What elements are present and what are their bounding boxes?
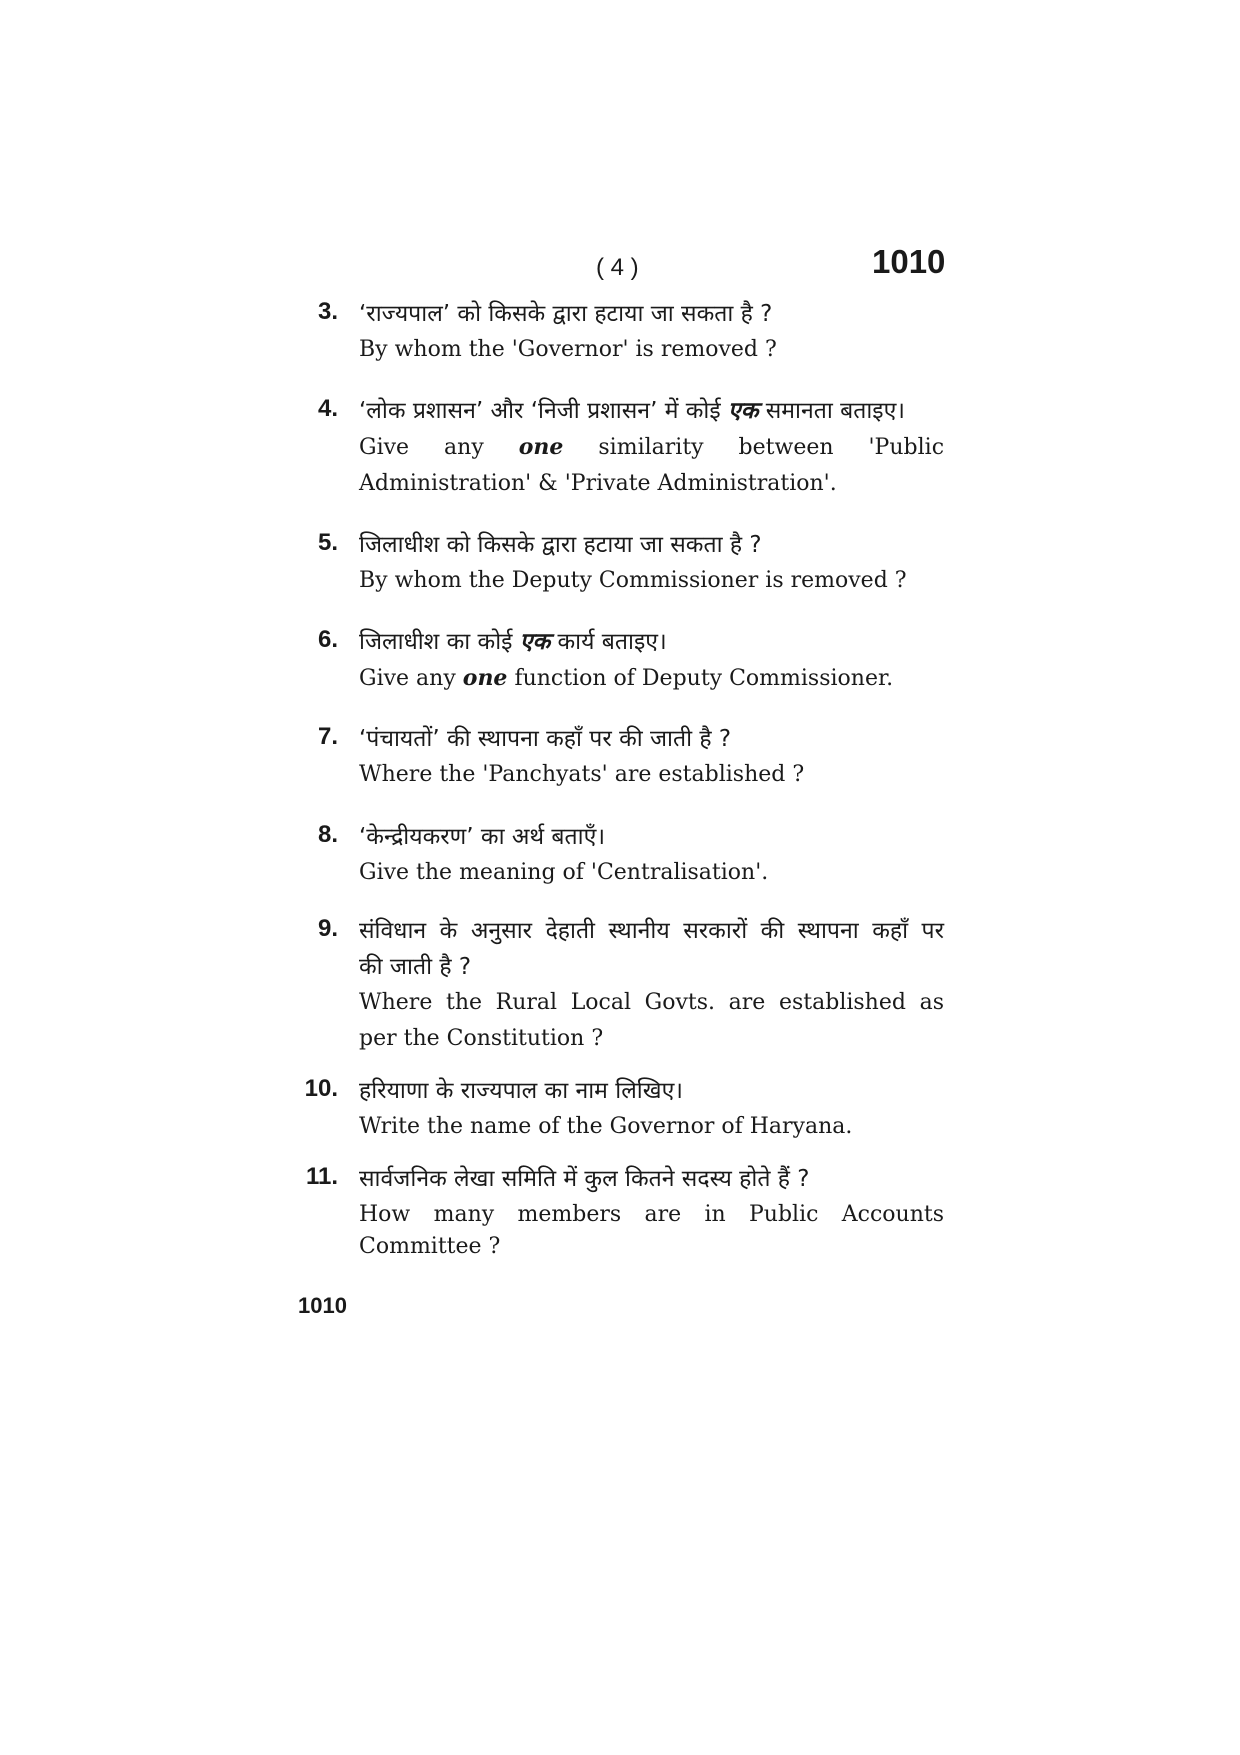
question-english-line-2: Committee ?	[359, 1234, 501, 1259]
question-english: Where the Rural Local Govts. are established as	[359, 990, 944, 1015]
question-english	[359, 660, 944, 697]
page-number: ( 4 )	[596, 254, 639, 281]
question-english: Give the meaning of 'Centralisation'.	[359, 860, 769, 885]
question-number: 10.	[304, 1075, 338, 1102]
question-english-line-2: Administration' & 'Private Administration'.	[359, 471, 837, 496]
question-number: 4.	[317, 395, 338, 422]
question-english: How many members are in Public Accounts	[359, 1202, 944, 1227]
question-number: 6.	[317, 626, 338, 653]
question-hindi: सार्वजनिक लेखा समिति में कुल कितने सदस्य होते हैं ?	[359, 1166, 810, 1192]
question-english: Write the name of the Governor of Haryana.	[359, 1114, 853, 1139]
question-number: 7.	[317, 723, 338, 750]
question-number: 5.	[317, 529, 338, 556]
hindi-text: कार्य बताइए।	[557, 629, 667, 655]
question-hindi	[359, 624, 944, 660]
question-english-line-2: per the Constitution ?	[359, 1026, 604, 1051]
question-english: By whom the 'Governor' is removed ?	[359, 337, 777, 362]
question-number: 9.	[317, 915, 338, 942]
hindi-text: ‘लोक प्रशासन’ और ‘निजी प्रशासन’ में कोई	[359, 398, 721, 424]
question-hindi	[359, 393, 944, 429]
english-text: similarity between 'Public	[598, 435, 945, 460]
question-english: By whom the Deputy Commissioner is removed ?	[359, 568, 907, 593]
english-text: Give any	[359, 435, 484, 460]
english-emphasis: one	[462, 665, 508, 691]
hindi-emphasis: एक	[519, 629, 551, 655]
question-hindi: ‘केन्द्रीयकरण’ का अर्थ बताएँ।	[359, 824, 606, 850]
hindi-text: जिलाधीश का कोई	[359, 629, 513, 655]
paper-code-header: 1010	[872, 243, 946, 280]
question-number: 3.	[317, 298, 338, 325]
question-hindi-line-2: की जाती है ?	[359, 954, 472, 980]
hindi-emphasis: एक	[727, 398, 759, 424]
question-hindi: हरियाणा के राज्यपाल का नाम लिखिए।	[359, 1078, 684, 1104]
question-hindi: ‘पंचायतों’ की स्थापना कहाँ पर की जाती है ?	[359, 726, 732, 752]
paper-code-footer: 1010	[298, 1293, 347, 1318]
question-number: 11.	[305, 1163, 338, 1190]
question-hindi: ‘राज्यपाल’ को किसके द्वारा हटाया जा सकता है ?	[359, 301, 773, 327]
hindi-text: समानता बताइए।	[765, 398, 906, 424]
english-text: Give any	[359, 666, 456, 691]
question-english: Where the 'Panchyats' are established ?	[359, 762, 805, 787]
question-hindi: जिलाधीश को किसके द्वारा हटाया जा सकता है ?	[359, 532, 762, 558]
question-number: 8.	[317, 821, 338, 848]
english-text: function of Deputy Commissioner.	[514, 666, 894, 691]
question-hindi: संविधान के अनुसार देहाती स्थानीय सरकारों की स्थापना कहाँ पर	[359, 918, 944, 944]
question-english	[359, 429, 944, 466]
english-emphasis: one	[518, 434, 564, 460]
